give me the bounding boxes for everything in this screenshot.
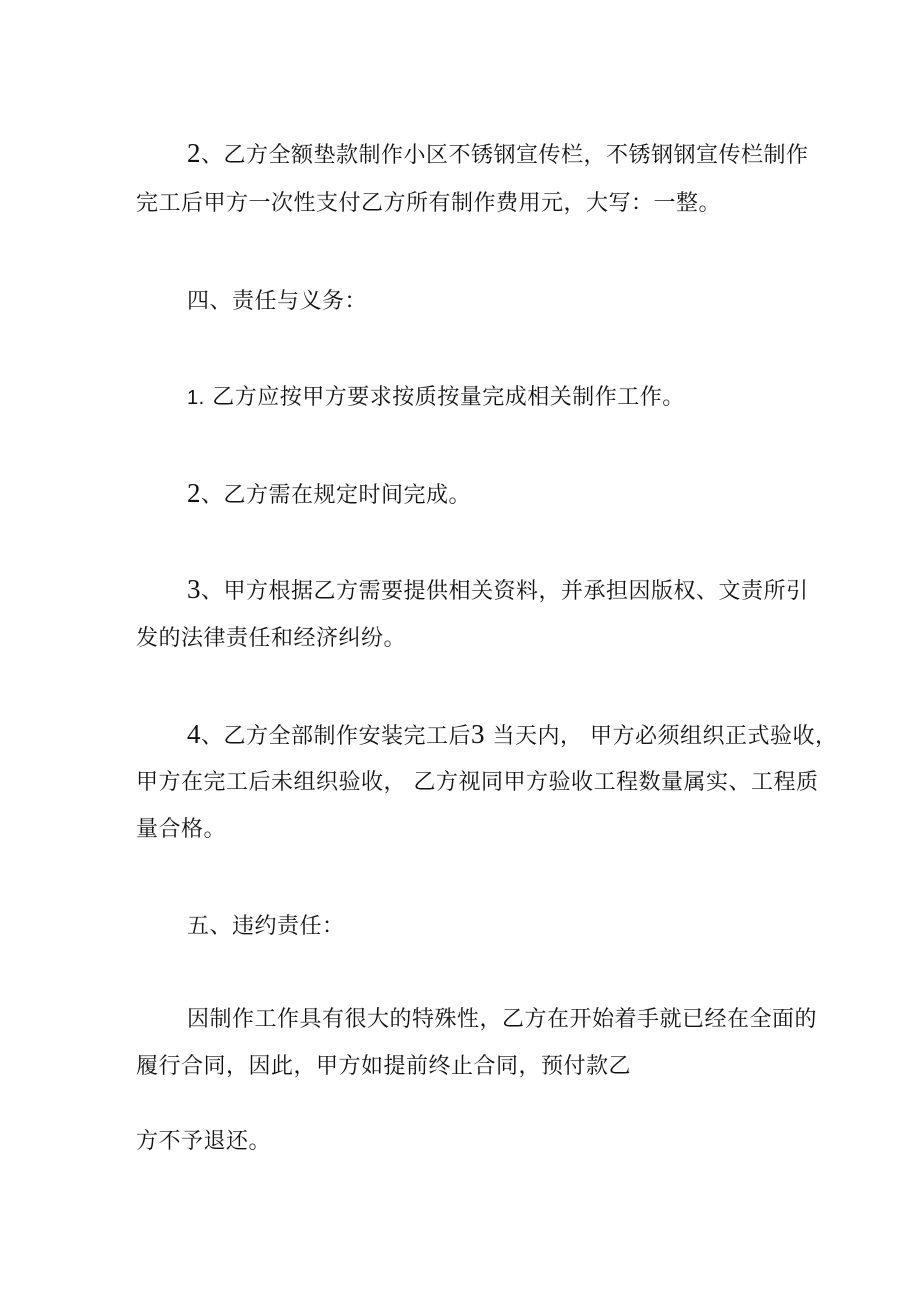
duty-item-4-line-1: 4、乙方全部制作安装完工后3 当天内， 甲方必须组织正式验收， <box>187 719 838 749</box>
paragraph-2-line-1: 2、乙方全额垫款制作小区不锈钢宣传栏，不锈钢钢宣传栏制作 <box>187 138 809 168</box>
item-number: 4 <box>187 719 201 749</box>
breach-paragraph-line-2: 履行合同，因此，甲方如提前终止合同，预付款乙 <box>136 1054 632 1079</box>
days-number: 3 <box>471 719 486 749</box>
breach-paragraph-line-1: 因制作工作具有很大的特殊性，乙方在开始着手就已经在全面的 <box>187 1007 818 1032</box>
duty-item-3-line-1: 3、甲方根据乙方需要提供相关资料，并承担因版权、文责所引 <box>187 574 809 604</box>
item-number: 3 <box>187 574 201 604</box>
paragraph-2-line-2: 完工后甲方一次性支付乙方所有制作费用元，大写：一整。 <box>136 191 722 216</box>
item-number: 1. <box>187 387 205 409</box>
breach-paragraph-line-3: 方不予退还。 <box>136 1129 272 1154</box>
duty-item-1: 1. 乙方应按甲方要求按质按量完成相关制作工作。 <box>187 385 685 410</box>
duty-item-3-line-2: 发的法律责任和经济纠纷。 <box>136 626 407 651</box>
section-4-heading: 四、责任与义务： <box>187 289 368 314</box>
duty-item-4-line-2: 甲方在完工后未组织验收， 乙方视同甲方验收工程数量属实、工程质 <box>136 770 819 795</box>
section-5-heading: 五、违约责任： <box>187 914 345 939</box>
duty-item-2: 2、乙方需在规定时间完成。 <box>187 478 472 508</box>
item-number: 2 <box>187 138 201 168</box>
duty-item-4-line-3: 量合格。 <box>136 817 227 842</box>
item-number: 2 <box>187 478 201 508</box>
